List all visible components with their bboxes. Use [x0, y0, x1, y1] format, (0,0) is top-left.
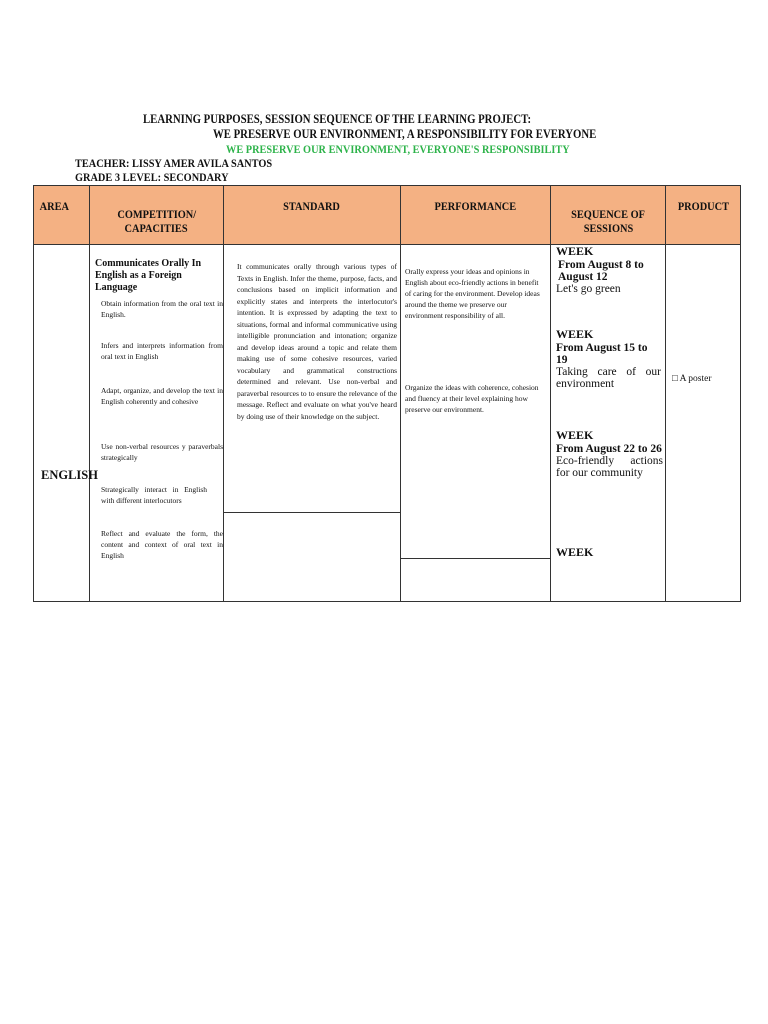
- capacity-item: Reflect and evaluate the form, the content and context of oral text in English: [101, 529, 223, 560]
- grade-level: GRADE 3 LEVEL: SECONDARY: [75, 170, 229, 184]
- capacity-item: Use non-verbal resources y paraverbals strategically: [101, 442, 223, 462]
- standard-divider: [223, 512, 400, 513]
- standard-text: It communicates orally through various types of Texts in English. Infer the theme, purpose, facts, and conclusions based on implicit information and explicitly states and interprets the interlocutor's intention. It is expressed by adapting the text to situations, formal and informal communicative using intelligible pronunciation and intonation; organize and develop ideas around a topic and relate them making use of some cohesive resources, varied vocabulary and grammatical constructions determined and relevant. Use non-verbal and paraverbal resources to to ensure the relevance of the message. Reflect and evaluate on what you've heard by doing use of their knowledge on the subject.: [237, 262, 397, 421]
- performance-divider: [400, 558, 550, 559]
- doc-title: LEARNING PURPOSES, SESSION SEQUENCE OF THE LEARNING PROJECT:: [143, 112, 532, 126]
- doc-subtitle: WE PRESERVE OUR ENVIRONMENT, A RESPONSIBILITY FOR EVERYONE: [213, 127, 597, 141]
- teacher-name: TEACHER: LISSY AMER AVILA SANTOS: [75, 156, 273, 170]
- session-4: WEEK: [556, 545, 594, 559]
- competition-title: Communicates Orally In English as a Foreign Language: [95, 258, 202, 293]
- performance-text-1: Orally express your ideas and opinions in English about eco-friendly actions in benefit of caring for the environment. Develop ideas around the theme we preserve our environment responsibility of all.: [405, 267, 540, 320]
- session-1: WEEK From August 8 to August 12 Let's go green: [556, 244, 644, 295]
- header-product: PRODUCT: [677, 201, 730, 213]
- header-standard: STANDARD: [283, 201, 341, 213]
- header-performance: PERFORMANCE: [434, 201, 517, 213]
- performance-text-2: Organize the ideas with coherence, cohesion and fluency at their level explaining how preserve our environment.: [405, 383, 539, 414]
- area-english: ENGLISH: [41, 468, 98, 482]
- capacity-item: Strategically interact in English with different interlocutors: [101, 485, 207, 505]
- header-sequence: SEQUENCE OF SESSIONS: [571, 209, 645, 235]
- learning-table: [33, 185, 741, 602]
- session-2: WEEK From August 15 to 19 Taking care of our environment: [556, 327, 661, 390]
- product-item: □ A poster: [672, 374, 712, 384]
- header-area: AREA: [39, 201, 69, 213]
- capacity-item: Adapt, organize, and develop the text in English coherently and cohesive: [101, 386, 223, 406]
- doc-subtitle-green: WE PRESERVE OUR ENVIRONMENT, EVERYONE'S RESPONSIBILITY: [226, 142, 570, 156]
- capacity-item: Infers and interprets information from oral text in English: [101, 341, 223, 361]
- capacity-item: Obtain information from the oral text in English.: [101, 299, 223, 319]
- session-3: WEEK From August 22 to 26 Eco-friendly actions for our community: [556, 428, 663, 479]
- header-competition: COMPETITION/ CAPACITIES: [117, 209, 196, 235]
